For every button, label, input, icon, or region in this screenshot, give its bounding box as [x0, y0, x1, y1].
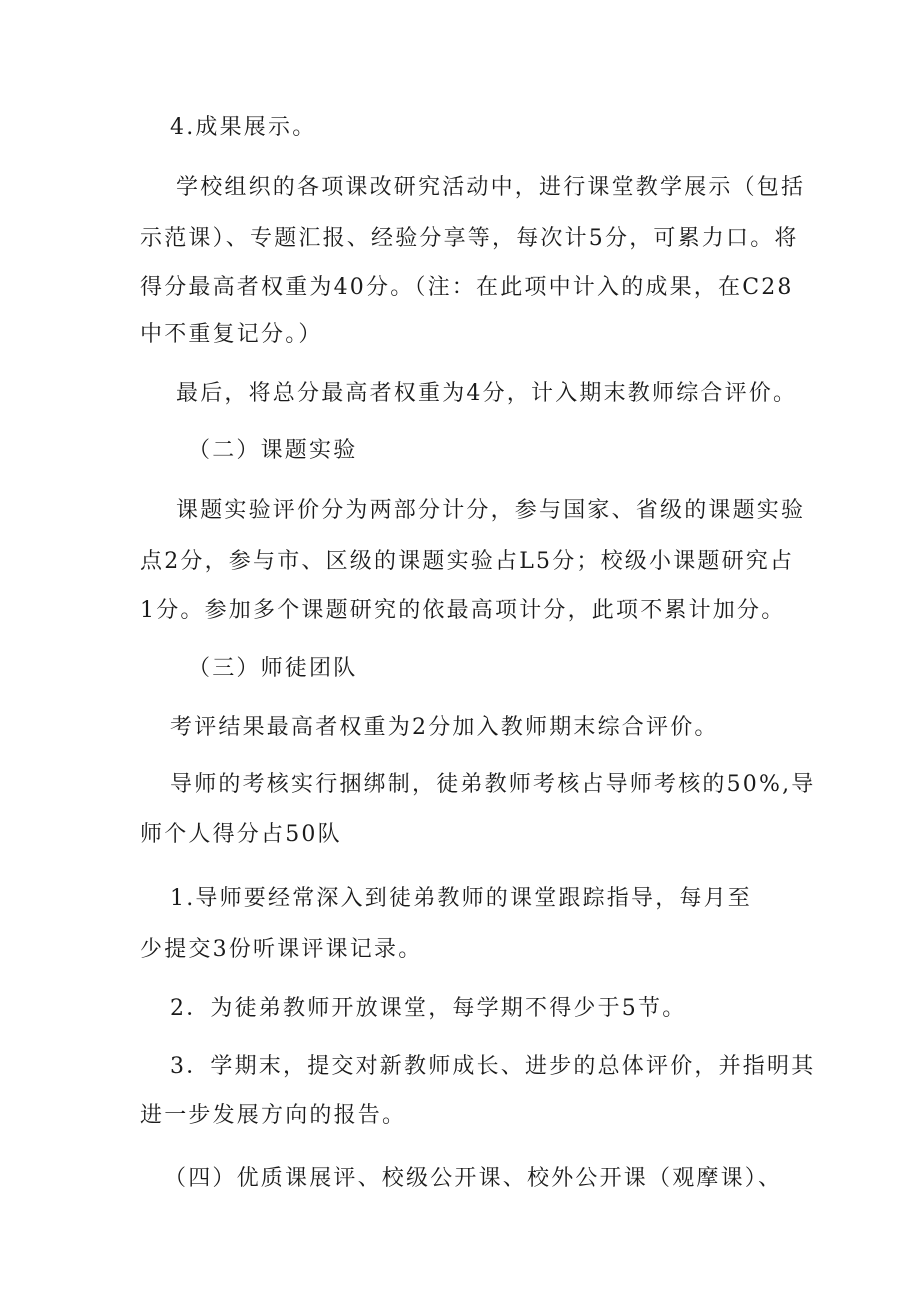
paragraph-line: 中不重复记分。）	[140, 322, 323, 347]
paragraph-line: 点2分，参与市、区级的课题实验占L5分；校级小课题研究占	[140, 549, 795, 574]
paragraph-line: 得分最高者权重为40分。（注：在此项中计入的成果，在C28	[140, 275, 794, 300]
paragraph-team-result: 考评结果最高者权重为2分加入教师期末综合评价。	[170, 715, 719, 740]
section-heading-3: （三）师徒团队	[188, 656, 358, 681]
paragraph-line: 学校组织的各项课改研究活动中，进行课堂教学展示（包括	[176, 175, 806, 200]
paragraph-line: 导师的考核实行捆绑制，徒弟教师考核占导师考核的50%,导	[170, 772, 816, 797]
paragraph-line: 1分。参加多个课题研究的依最高项计分，此项不累计加分。	[140, 598, 786, 623]
paragraph-final: 最后，将总分最高者权重为4分，计入期末教师综合评价。	[176, 381, 798, 406]
section-4-heading: 4.成果展示。	[170, 115, 317, 140]
list-item-3: 3．学期末，提交对新教师成长、进步的总体评价，并指明其	[170, 1054, 816, 1079]
paragraph-line: 示范课）、专题汇报、经验分享等，每次计5分，可累力口。将	[140, 226, 799, 251]
list-item-1: 1.导师要经常深入到徒弟教师的课堂跟踪指导，每月至	[170, 886, 752, 911]
list-item-1-continuation: 少提交3份听课评课记录。	[140, 937, 423, 962]
list-item-2: 2．为徒弟教师开放课堂，每学期不得少于5节。	[170, 996, 687, 1021]
list-item-3-continuation: 进一步发展方向的报告。	[140, 1103, 407, 1128]
paragraph-line: 课题实验评价分为两部分计分，参与国家、省级的课题实验	[176, 498, 806, 523]
section-heading-4: （四）优质课展评、校级公开课、校外公开课（观摩课）、	[164, 1166, 783, 1191]
section-heading-2: （二）课题实验	[188, 438, 358, 463]
paragraph-line: 师个人得分占50队	[140, 822, 342, 847]
